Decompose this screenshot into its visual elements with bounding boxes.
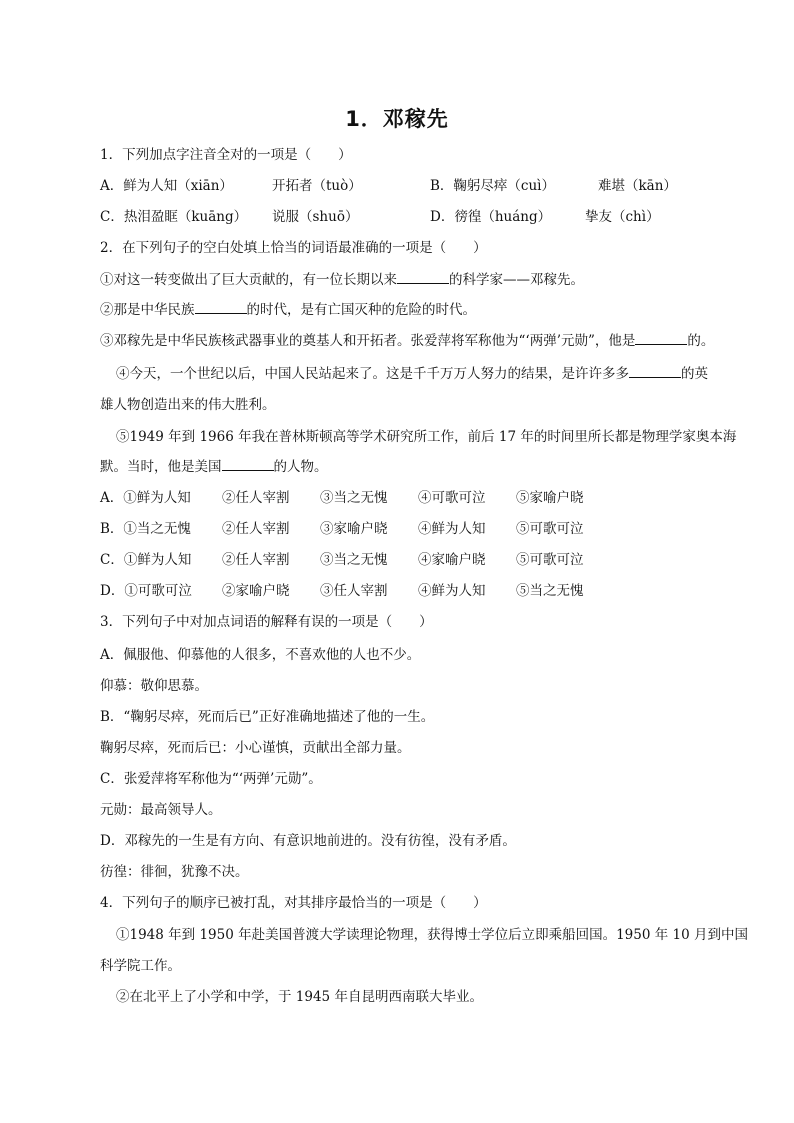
q2-sentence-5: ⑤1949 年到 1966 年我在普林斯顿高等学术研究所工作，前后 17 年的时间里所长都是物理学家奥本海 xyxy=(116,429,737,445)
q3-option-b: B．“鞠躬尽瘁，死而后已”正好准确地描述了他的一生。 xyxy=(100,709,435,725)
q2-s3-part2: 的。 xyxy=(687,333,715,349)
q2-option-a-4: ④可歌可泣 xyxy=(418,490,486,506)
q2-s1-part1: ①对这一转变做出了巨大贡献的，有一位长期以来 xyxy=(100,272,397,288)
q1-option-d-2: 挚友（chì） xyxy=(585,209,660,225)
q1-stem: 1．下列加点字注音全对的一项是（ ） xyxy=(100,147,352,163)
q2-sentence-4 xyxy=(116,364,724,384)
q2-option-b-3: ③家喻户晓 xyxy=(320,521,388,537)
q3-stem: 3．下列句子中对加点词语的解释有误的一项是（ ） xyxy=(100,614,433,630)
q1-option-a: A．鲜为人知（xiān） xyxy=(100,178,233,194)
q2-s4-part1: ④今天，一个世纪以后，中国人民站起来了。这是千千万万人努力的结果，是许许多多 xyxy=(116,366,629,382)
q1-option-b-2: 难堪（kān） xyxy=(598,178,677,194)
fill-blank xyxy=(397,270,449,284)
q2-stem: 2．在下列句子的空白处填上恰当的词语最准确的一项是（ ） xyxy=(100,240,487,256)
q2-s5-part2: 默。当时，他是美国 xyxy=(100,459,222,475)
q3-option-d: D．邓稼先的一生是有方向、有意识地前进的。没有彷徨，没有矛盾。 xyxy=(100,833,516,849)
q2-option-d-3: ③任人宰割 xyxy=(320,583,388,599)
q2-sentence-5-cont xyxy=(100,457,724,477)
q2-option-b-4: ④鲜为人知 xyxy=(418,521,486,537)
q2-option-c-1: C．①鲜为人知 xyxy=(100,552,192,568)
q2-option-d-2: ②家喻户晓 xyxy=(222,583,290,599)
q3-option-b-explanation: 鞠躬尽瘁，死而后已：小心谨慎，贡献出全部力量。 xyxy=(100,740,411,756)
q2-sentence-4-cont: 雄人物创造出来的伟大胜利。 xyxy=(100,397,276,413)
q4-stem: 4．下列句子的顺序已被打乱，对其排序最恰当的一项是（ ） xyxy=(100,895,487,911)
q3-option-a: A．佩服他、仰慕他的人很多，不喜欢他的人也不少。 xyxy=(100,647,421,663)
fill-blank xyxy=(195,300,247,314)
q2-s2-part2: 的时代，是有亡国灭种的危险的时代。 xyxy=(246,302,476,318)
q2-option-d-4: ④鲜为人知 xyxy=(418,583,486,599)
q1-option-c: C．热泪盈眶（kuāng） xyxy=(100,209,248,225)
q2-option-b-5: ⑤可歌可泣 xyxy=(516,521,584,537)
q2-option-c-2: ②任人宰割 xyxy=(222,552,290,568)
q2-s2-part1: ②那是中华民族 xyxy=(100,302,195,318)
q2-option-c-3: ③当之无愧 xyxy=(320,552,388,568)
q1-option-d: D．徬徨（huáng） xyxy=(430,209,552,225)
q2-sentence-1 xyxy=(100,270,724,290)
q2-s3-part1: ③邓稼先是中华民族核武器事业的奠基人和开拓者。张爱萍将军称他为“‘两弹’元勋”，他是 xyxy=(100,333,636,349)
q2-option-a-5: ⑤家喻户晓 xyxy=(516,490,584,506)
q1-option-c-2: 说服（shuō） xyxy=(272,209,359,225)
q3-option-c-explanation: 元勋：最高领导人。 xyxy=(100,802,222,818)
q2-option-b-2: ②任人宰割 xyxy=(222,521,290,537)
q4-sentence-1: ①1948 年到 1950 年赴美国普渡大学读理论物理，获得博士学位后立即乘船回国。1950 年 10 月到中国 xyxy=(116,927,748,943)
q2-option-c-5: ⑤可歌可泣 xyxy=(516,552,584,568)
q2-option-a-3: ③当之无愧 xyxy=(320,490,388,506)
q2-s1-part2: 的科学家——邓稼先。 xyxy=(449,272,584,288)
q3-option-c: C．张爱萍将军称他为“‘两弹’元勋”。 xyxy=(100,771,322,787)
q2-sentence-3 xyxy=(100,331,724,351)
q2-option-a-1: A．①鲜为人知 xyxy=(100,490,191,506)
q3-option-d-explanation: 彷徨：徘徊，犹豫不决。 xyxy=(100,864,249,880)
q2-sentence-2 xyxy=(100,300,724,320)
q2-option-d-5: ⑤当之无愧 xyxy=(516,583,584,599)
q4-sentence-1-cont: 科学院工作。 xyxy=(100,958,181,974)
q2-option-c-4: ④家喻户晓 xyxy=(418,552,486,568)
q1-option-b: B．鞠躬尽瘁（cuì） xyxy=(430,178,555,194)
q4-sentence-2: ②在北平上了小学和中学，于 1945 年自昆明西南联大毕业。 xyxy=(116,989,483,1005)
q2-option-b-1: B．①当之无愧 xyxy=(100,521,191,537)
page-title: 1．邓稼先 xyxy=(345,107,449,131)
q1-option-a-2: 开拓者（tuò） xyxy=(272,178,362,194)
q3-option-a-explanation: 仰慕：敬仰思慕。 xyxy=(100,678,208,694)
q2-s5-part3: 的人物。 xyxy=(273,459,328,475)
fill-blank xyxy=(222,457,274,471)
fill-blank xyxy=(629,364,681,378)
q2-option-a-2: ②任人宰割 xyxy=(222,490,290,506)
q2-s4-part2: 的英 xyxy=(681,366,708,382)
fill-blank xyxy=(635,331,687,345)
q2-option-d-1: D．①可歌可泣 xyxy=(100,583,192,599)
